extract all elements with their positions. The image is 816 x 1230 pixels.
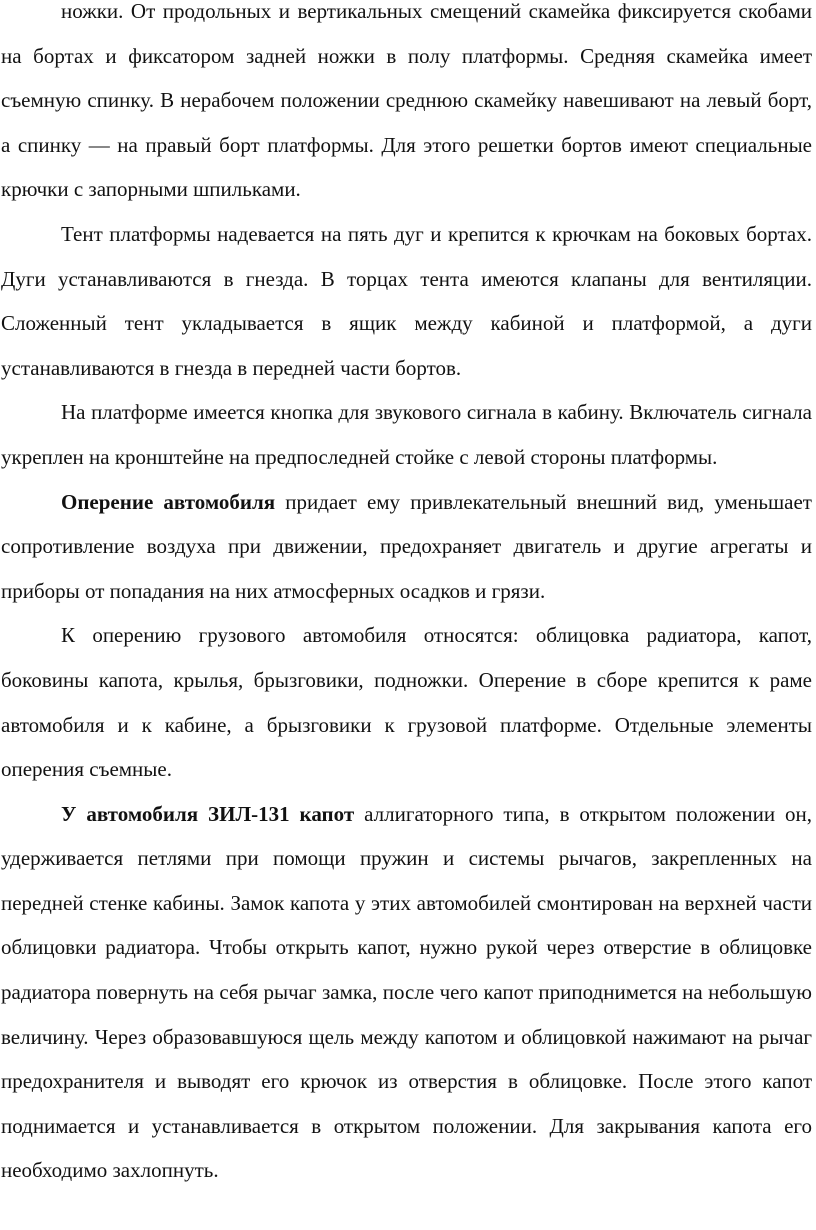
- paragraph-bold-lead: Оперение автомобиля: [61, 489, 276, 514]
- paragraph-bold-lead: У автомобиля ЗИЛ-131 капот: [61, 801, 355, 826]
- paragraph-signal-button: [1, 390, 812, 479]
- paragraph-body-panel-parts: [1, 613, 812, 791]
- paragraph-tent: [1, 212, 812, 390]
- paragraph-text: На платформе имеется кнопка для звукового сигнала в кабину. Включатель сигнала укреплен на кронштейне на предпоследней стойке с левой стороны платформы.: [1, 400, 812, 469]
- paragraph-text: Тент платформы надевается на пять дуг и крепится к крючкам на боковых бортах. Дуги устанавливаются в гнезда. В торцах тента имеются клапаны для вентиляции. Сложенный тент укладывается в ящик между кабиной и платформой, а дуги устанавливаются в гнезда в передней части бортов.: [1, 221, 812, 380]
- paragraph-text: аллигаторного типа, в открытом положении он, удерживается петлями при помощи пружин и системы рычагов, закрепленных на передней стенке кабины. Замок капота у этих автомобилей смонтирован на верхней части облицовки радиатора. Чтобы открыть капот, нужно рукой через отверстие в облицовке радиатора повернуть на себя рычаг замка, после чего капот приподнимется на небольшую величину. Через образовавшуюся щель между капотом и облицовкой нажимают на рычаг предохранителя и выводят его крючок из отверстия в облицовке. После этого капот поднимается и устанавливается в открытом положении. Для закрывания капота его необходимо захлопнуть.: [1, 801, 813, 1183]
- paragraph-text: К оперению грузового автомобиля относятся: облицовка радиатора, капот, боковины капота, крылья, брызговики, подножки. Оперение в сборе крепится к раме автомобиля и к кабине, а брызговики к грузовой платформе. Отдельные элементы оперения съемные.: [1, 623, 812, 782]
- paragraph-text: придает ему привлекательный внешний вид, уменьшает сопротивление воздуха при движении, предохраняет двигатель и другие агрегаты и приборы от попадания на них атмосферных осадков и грязи.: [1, 489, 812, 603]
- paragraph-bench-fixing: [1, 0, 812, 212]
- paragraph-body-panels: [1, 480, 812, 614]
- paragraph-hood: [1, 792, 812, 1193]
- paragraph-text: ножки. От продольных и вертикальных смещений скамейка фиксируется скобами на бортах и фиксатором задней ножки в полу платформы. Средняя скамейка имеет съемную спинку. В нерабочем положении среднюю скамейку навешивают на левый борт, а спинку — на правый борт платформы. Для этого решетки бортов имеют специальные крючки с запорными шпильками.: [1, 0, 812, 202]
